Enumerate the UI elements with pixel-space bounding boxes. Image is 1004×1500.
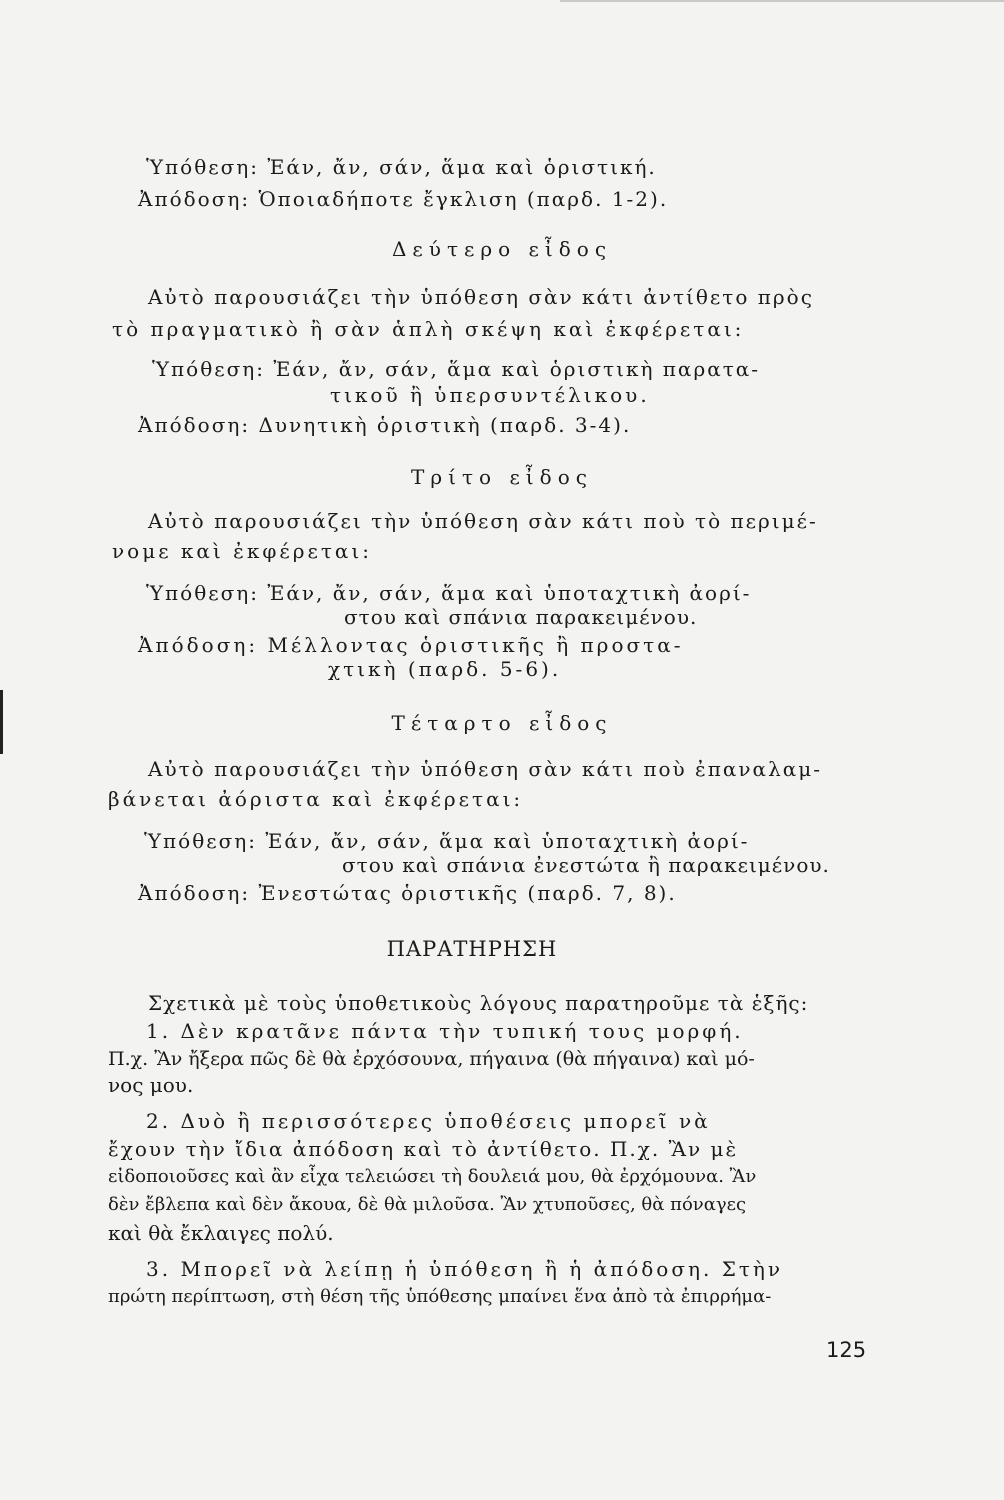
apodosis-line: Ἀπόδοση: Δυνητικὴ ὁριστικὴ (παρδ. 3-4).	[138, 413, 632, 437]
section-heading: Δεύτερο εἶδος	[391, 237, 613, 261]
hypothesis-line: Ὑπόθεση: Ἐάν, ἄν, σάν, ἅμα καὶ ὑποταχτικὴ ἀορί-	[144, 829, 750, 853]
paragraph-line: βάνεται ἀόριστα καὶ ἐκφέρεται:	[108, 787, 524, 811]
remark-item-cont: δὲν ἔβλεπα καὶ δὲν ἄκουα, δὲ θὰ μιλοῦσα. Ἂν χτυποῦσες, θὰ πόναγες	[108, 1194, 747, 1215]
hypothesis-line: Ὑπόθεση: Ἐάν, ἄν, σάν, ἅμα καὶ ὑποταχτικὴ ἀορί-	[146, 581, 752, 605]
page-edge-rule	[560, 0, 1004, 2]
remark-heading: ΠΑΡΑΤΗΡΗΣΗ	[386, 937, 558, 961]
remark-item: 1. Δὲν κρατᾶνε πάντα τὴν τυπική τους μορφή.	[146, 1019, 744, 1043]
remark-item-cont: νος μου.	[108, 1073, 194, 1097]
hypothesis-line-cont: στου καὶ σπάνια παρακειμένου.	[344, 605, 698, 629]
hypothesis-line-cont: στου καὶ σπάνια ἐνεστώτα ἢ παρακειμένου.	[342, 853, 830, 877]
section-heading: Τρίτο εἶδος	[411, 465, 593, 489]
hypothesis-line-cont: τικοῦ ἢ ὑπερσυντέλικου.	[330, 383, 650, 407]
remark-item-cont: ἔχουν τὴν ἴδια ἀπόδοση καὶ τὸ ἀντίθετο. Π.χ. Ἂν μὲ	[108, 1137, 739, 1161]
paragraph-line: νομε καὶ ἐκφέρεται:	[112, 539, 372, 563]
remark-item: 2. Δυὸ ἢ περισσότερες ὑποθέσεις μπορεῖ νὰ	[146, 1109, 711, 1133]
remark-item: 3. Μπορεῖ νὰ λείπῃ ἡ ὑπόθεση ἢ ἡ ἀπόδοση. Στὴν	[146, 1257, 784, 1281]
hypothesis-line: Ὑπόθεση: Ἐάν, ἄν, σάν, ἅμα καὶ ὁριστικὴ παρατα-	[152, 357, 761, 381]
remark-item-cont: πρώτη περίπτωση, στὴ θέση τῆς ὑπόθεσης μπαίνει ἕνα ἀπὸ τὰ ἐπιρρήμα-	[108, 1286, 772, 1307]
apodosis-line: Ἀπόδοση: Ὁποιαδήποτε ἔγκλιση (παρδ. 1-2).	[138, 187, 669, 211]
hypothesis-line: Ὑπόθεση: Ἐάν, ἄν, σάν, ἅμα καὶ ὁριστική.	[146, 155, 657, 179]
apodosis-line-cont: χτικὴ (παρδ. 5-6).	[328, 657, 562, 681]
remark-item-cont: Π.χ. Ἂν ἤξερα πῶς δὲ θὰ ἐρχόσουνα, πήγαινα (θὰ πήγαινα) καὶ μό-	[108, 1048, 755, 1070]
paragraph-line: Αὐτὸ παρουσιάζει τὴν ὑπόθεση σὰν κάτι ἀντίθετο πρὸς	[148, 285, 814, 309]
page-number: 125	[826, 1338, 867, 1362]
remark-item-cont: εἰδοποιοῦσες καὶ ἂν εἶχα τελειώσει τὴ δουλειά μου, θὰ ἐρχόμουνα. Ἂν	[108, 1166, 757, 1187]
apodosis-line: Ἀπόδοση: Μέλλοντας ὁριστικῆς ἢ προστα-	[138, 633, 684, 657]
paragraph-line: Αὐτὸ παρουσιάζει τὴν ὑπόθεση σὰν κάτι ποὺ ἐπαναλαμ-	[148, 757, 823, 781]
paragraph-line: τὸ πραγματικὸ ἢ σὰν ἁπλὴ σκέψη καὶ ἐκφέρεται:	[112, 317, 745, 341]
apodosis-line: Ἀπόδοση: Ἐνεστώτας ὁριστικῆς (παρδ. 7, 8).	[138, 881, 677, 905]
remark-item-cont: καὶ θὰ ἔκλαιγες πολύ.	[108, 1221, 334, 1245]
remark-intro: Σχετικὰ μὲ τοὺς ὑποθετικοὺς λόγους παρατηροῦμε τὰ ἑξῆς:	[148, 991, 809, 1015]
section-heading: Τέταρτο εἶδος	[391, 711, 613, 735]
paragraph-line: Αὐτὸ παρουσιάζει τὴν ὑπόθεση σὰν κάτι ποὺ τὸ περιμέ-	[148, 509, 818, 533]
